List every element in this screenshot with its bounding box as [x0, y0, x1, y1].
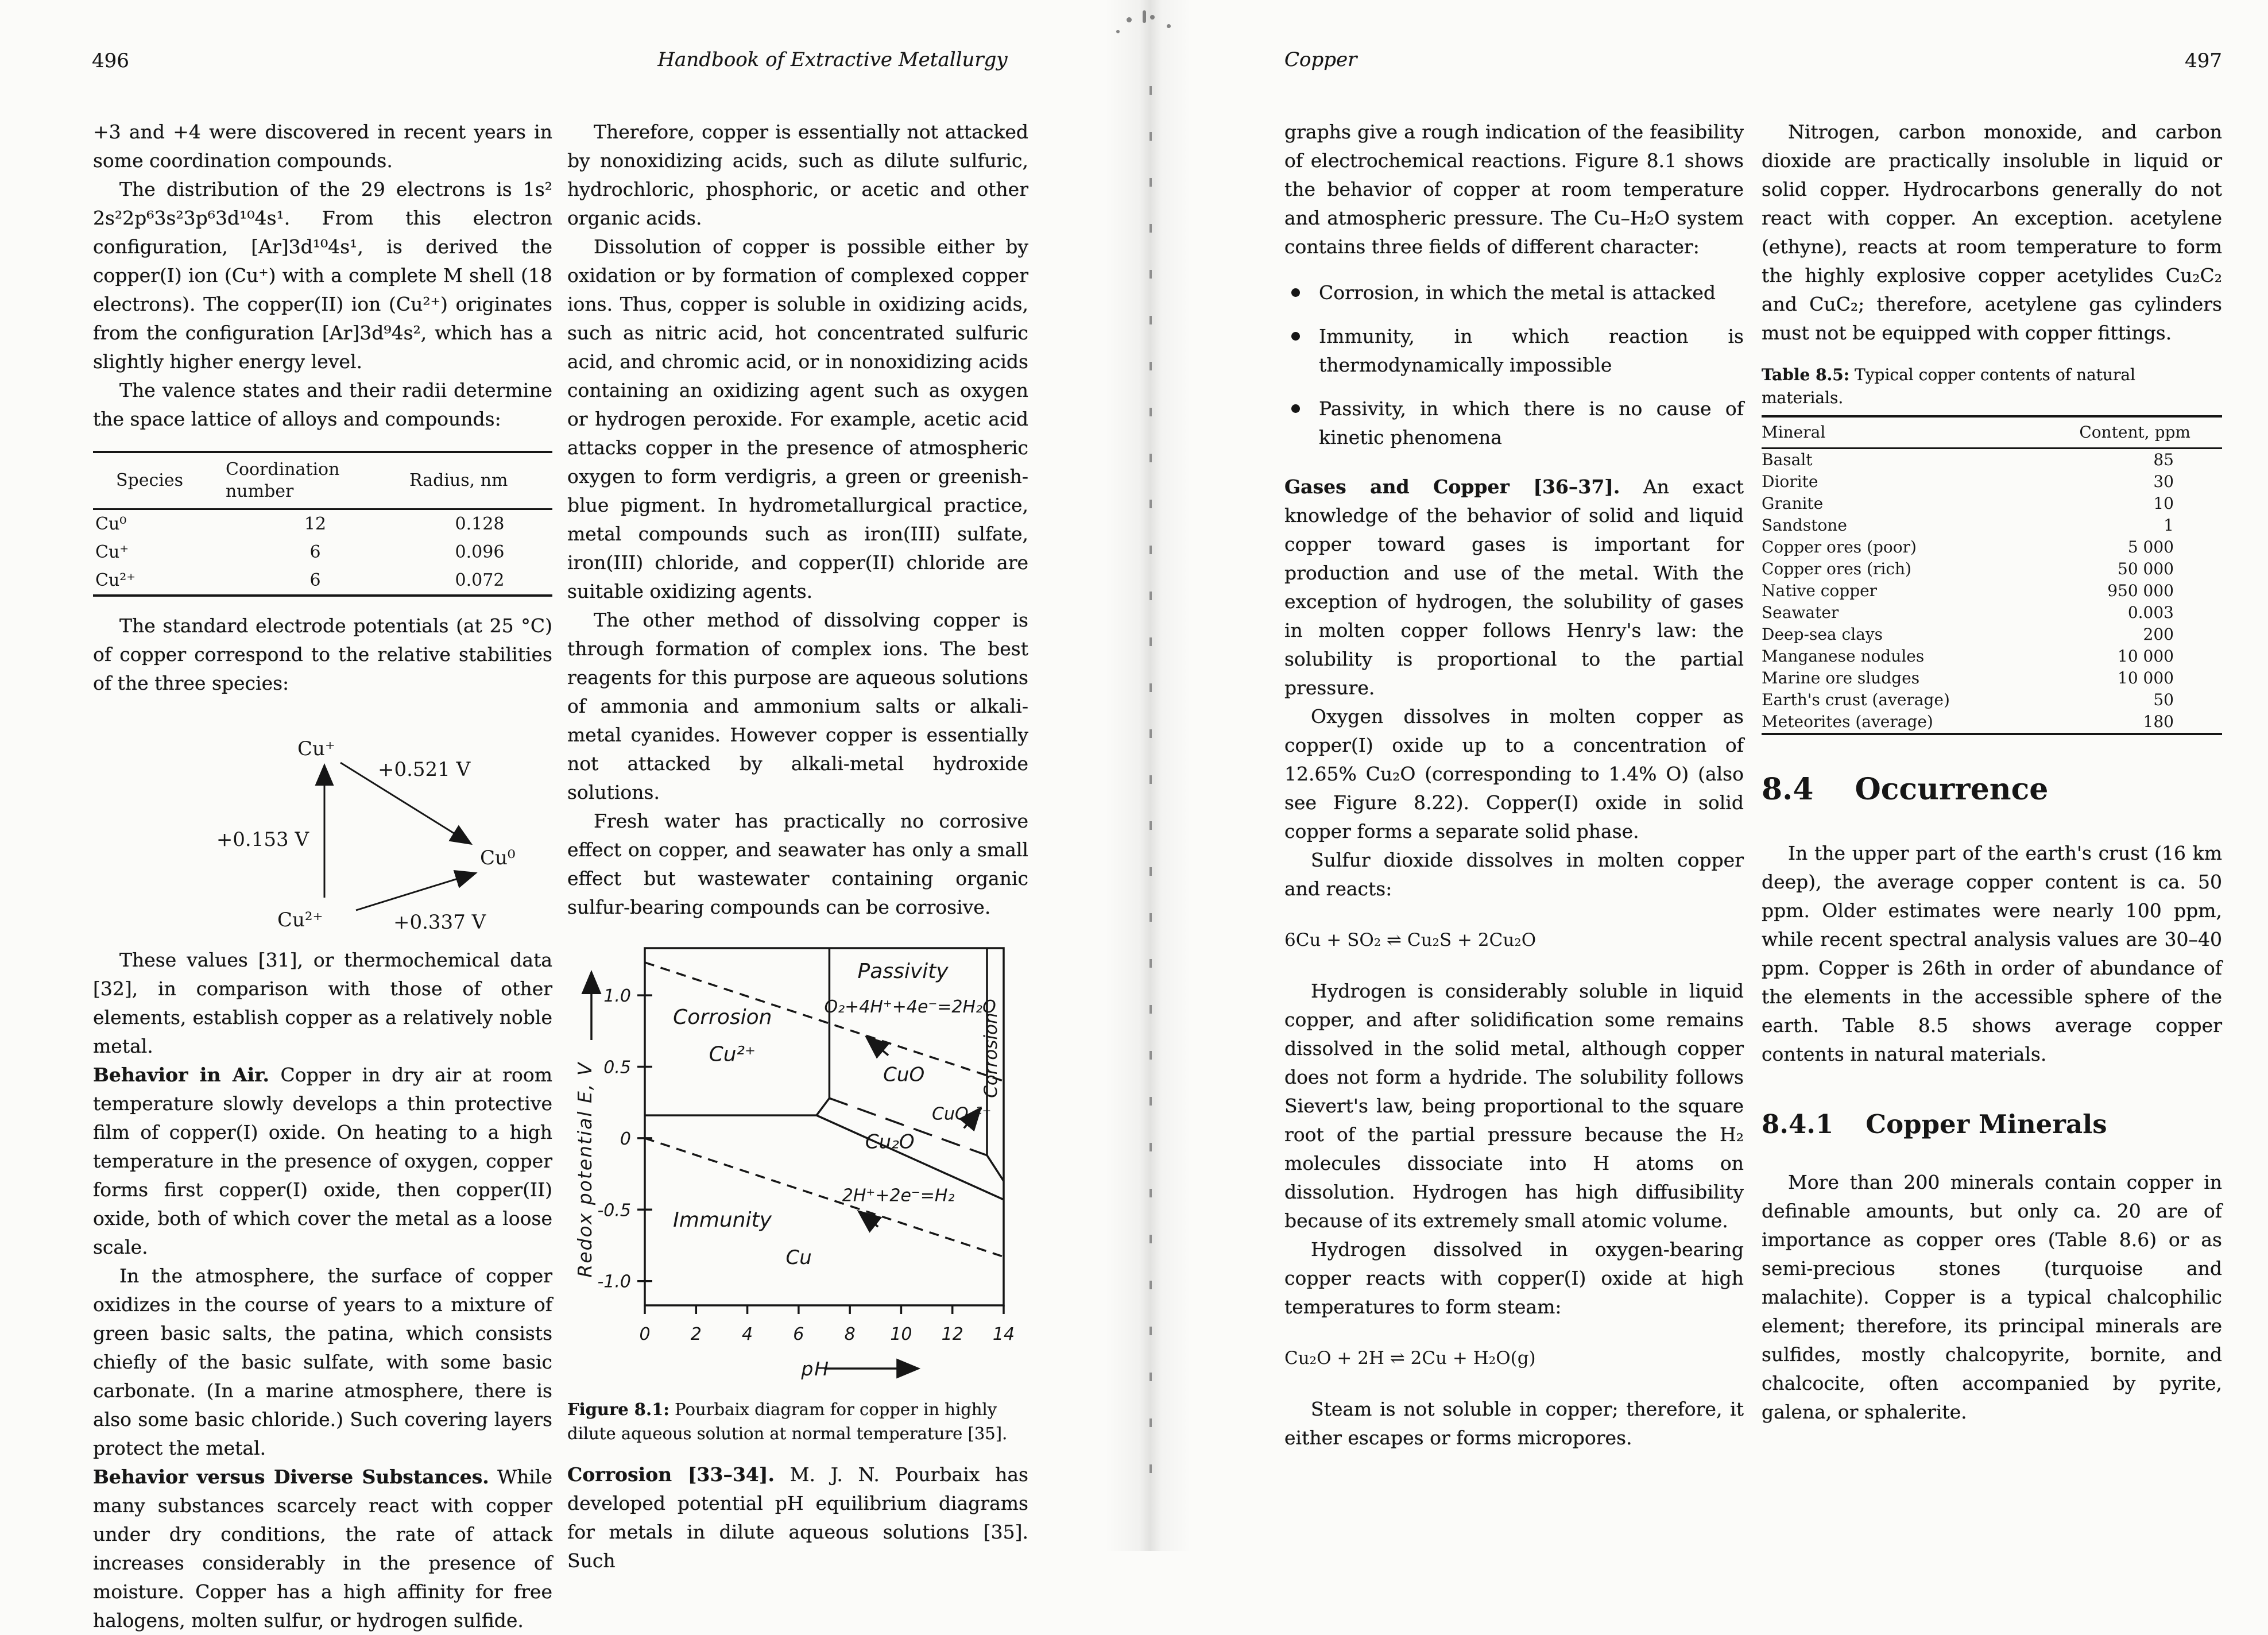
cell-content-ppm: 10 000	[2118, 668, 2174, 687]
scan-smudge	[1127, 17, 1132, 22]
table-row	[1762, 624, 2222, 646]
table-row	[1762, 667, 2222, 689]
svg-text:-1.0: -1.0	[597, 1271, 631, 1292]
svg-text:0.5: 0.5	[603, 1057, 631, 1078]
svg-text:O₂+4H⁺+4e⁻=2H₂O: O₂+4H⁺+4e⁻=2H₂O	[824, 996, 996, 1017]
svg-text:Redox potential E, V: Redox potential E, V	[574, 1061, 596, 1278]
paragraph: +3 and +4 were discovered in recent years in some coordination compounds.	[93, 121, 552, 172]
cell-radius: 0.128	[455, 514, 505, 534]
svg-text:2H⁺+2e⁻=H₂: 2H⁺+2e⁻=H₂	[842, 1185, 955, 1206]
right-page-column-1	[1284, 118, 1744, 1452]
cell-mineral: Seawater	[1762, 603, 1839, 622]
table-caption	[1762, 364, 2222, 409]
paragraph: The valence states and their radii determine the space lattice of alloys and compounds:	[93, 379, 552, 430]
table-row	[1762, 646, 2222, 667]
table-row	[1762, 471, 2222, 493]
cell-mineral: Copper ores (poor)	[1762, 538, 1917, 556]
cell-species: Cu²⁺	[95, 570, 136, 590]
svg-text:Corrosion: Corrosion	[980, 1012, 1001, 1098]
svg-text:Cu²⁺: Cu²⁺	[709, 1042, 756, 1066]
equation-steam: Cu₂O + 2H ⇌ 2Cu + H₂O(g)	[1284, 1348, 1536, 1369]
cell-mineral: Meteorites (average)	[1762, 712, 1933, 731]
paragraph: Hydrogen is considerably soluble in liquid copper, and after solidification some remains dissolved in the solid metal, although copper does not form a hydride. The solubility follows Sievert's law, being proportional to the square root of the partial pressure because the H₂ molecules dissociate into H atoms on dissolution. Hydrogen has high diffusibility because of its extremely small atomic volume.	[1284, 980, 1744, 1232]
page-fold-shadow	[1105, 0, 1191, 1551]
paragraph: These values [31], or thermochemical data [32], in comparison with those of other elements, establish copper as a relatively noble metal.	[93, 949, 552, 1057]
section-heading-841	[1762, 1109, 2222, 1139]
cell-species: Cu⁺	[95, 542, 129, 562]
paragraph-corrosion	[567, 1460, 1028, 1575]
column-header: Radius, nm	[407, 452, 552, 509]
list-item	[1284, 322, 1744, 380]
table-row	[93, 566, 552, 596]
table-row	[1762, 689, 2222, 711]
node-cu-2plus: Cu²⁺	[277, 909, 323, 931]
figure-caption-lead: Figure 8.1:	[567, 1400, 669, 1419]
paragraph: More than 200 minerals contain copper in definable amounts, but only ca. 20 are of importance as copper ores (Table 8.6) or as semi-precious stones (turquoise and malachite). Copper is a typical chalcophilic element; therefore, its principal minerals are sulfides, mostly chalcopyrite, bornite, and chalcocite, often accompanied by pyrite, galena, or sphalerite.	[1762, 1171, 2222, 1423]
paragraph: Fresh water has practically no corrosive effect on copper, and seawater has only a small effect but wastewater containing organic sulfur-bearing compounds can be corrosive.	[567, 810, 1028, 918]
paragraph: Hydrogen dissolved in oxygen-bearing copper reacts with copper(I) oxide at high temperatures to form steam:	[1284, 1238, 1744, 1318]
cell-content-ppm: 950 000	[2107, 581, 2174, 600]
page-number-right: 497	[2185, 49, 2222, 72]
running-title-right: Copper	[1284, 48, 1357, 71]
electrode-potential-svg	[108, 708, 544, 938]
paragraph-behavior-in-air	[93, 1061, 552, 1262]
paragraph: Dissolution of copper is possible either by oxidation or by formation of complexed copper ions. Thus, copper is soluble in oxidizing acids, such as nitric acid, hot concentrated sulfuric acid, and chromic acid, or in nonoxidizing acids containing an oxidizing agent such as oxygen or hydrogen peroxide. For example, acetic acid attacks copper in the presence of atmospheric oxygen to form verdigris, a green or greenish-blue pigment. In hydrometallurgical practice, metal compounds such as iron(III) sulfate, iron(III) chloride, and copper(II) chloride are suitable oxidizing agents.	[567, 235, 1028, 602]
table-row	[1762, 449, 2222, 471]
column-header: Mineral	[1762, 416, 2048, 449]
table-row	[1762, 536, 2222, 558]
cell-content-ppm: 50	[2153, 690, 2174, 709]
run-in-heading: Behavior in Air.	[93, 1064, 269, 1086]
section-title: Occurrence	[1855, 772, 2049, 807]
cell-mineral: Manganese nodules	[1762, 647, 1925, 666]
paragraph-text: While many substances scarcely react with copper under dry conditions, the rate of attack increases considerably in the presence of moisture. Copper has a high affinity for free halogens, molten sulfur, or hydrogen sulfide.	[93, 1466, 552, 1632]
svg-text:0: 0	[620, 1128, 631, 1149]
run-in-heading: Corrosion [33–34].	[567, 1463, 775, 1486]
run-in-heading: Behavior versus Diverse Substances.	[93, 1466, 489, 1488]
figure-caption	[567, 1397, 1028, 1445]
fold-dashed-line	[1150, 86, 1152, 1510]
species-table-body	[93, 509, 552, 596]
bullet-icon	[1291, 288, 1300, 297]
cell-coordination: 12	[304, 514, 327, 534]
edge-label-0521: +0.521 V	[378, 758, 471, 781]
cell-mineral: Granite	[1762, 494, 1824, 513]
species-table-header	[93, 452, 552, 509]
paragraph-text: M. J. N. Pourbaix has developed potential pH equilibrium diagrams for metals in dilute aqueous solutions [35]. Such	[567, 1463, 1028, 1572]
cell-mineral: Sandstone	[1762, 516, 1847, 535]
list-item	[1284, 395, 1744, 452]
table-row	[1762, 580, 2222, 602]
bullet-icon	[1291, 332, 1300, 341]
svg-text:1.0: 1.0	[603, 986, 631, 1007]
paragraph: In the upper part of the earth's crust (16 km deep), the average copper content is ca. 50 ppm. Older estimates were nearly 100 ppm, while recent spectral analysis values are 30–40 ppm. Copper is 26th in order of abundance of the elements in the accessible sphere of the earth. Table 8.5 shows average copper contents in natural materials.	[1762, 842, 2222, 1065]
cell-content-ppm: 10	[2153, 494, 2174, 513]
right-page-column-2	[1762, 118, 2222, 1427]
svg-text:Cu: Cu	[785, 1246, 812, 1269]
bullet-icon	[1291, 404, 1300, 413]
svg-text:6: 6	[793, 1324, 804, 1344]
column-header: Coordination number	[223, 452, 407, 509]
table-caption-text: Typical copper contents of natural materials.	[1762, 365, 2135, 407]
svg-text:12: 12	[941, 1324, 963, 1344]
paragraph: In the atmosphere, the surface of copper oxidizes in the course of years to a mixture of green basic salts, the patina, which consists chiefly of the basic sulfate, with some basic carbonate. (In a marine atmosphere, there is also some basic chloride.) Such covering layers protect the metal.	[93, 1265, 552, 1459]
cell-mineral: Native copper	[1762, 581, 1878, 600]
list-item-text: Corrosion, in which the metal is attacked	[1319, 281, 1716, 304]
table-row	[93, 509, 552, 539]
svg-text:8: 8	[844, 1324, 856, 1344]
paragraph: Oxygen dissolves in molten copper as copper(I) oxide up to a concentration of 12.65% Cu₂O (corresponding to 1.4% O) (also see Figure 8.22). Copper(I) oxide in solid copper forms a separate solid phase.	[1284, 705, 1744, 842]
paragraph: The other method of dissolving copper is through formation of complex ions. The best reagents for this purpose are aqueous solutions of ammonia and ammonium salts or alkali-metal cyanides. However copper is essentially not attacked by alkali-metal hydroxide solutions.	[567, 609, 1028, 803]
paragraph-text: An exact knowledge of the behavior of solid and liquid copper toward gases is important for production and use of the metal. With the exception of hydrogen, the solubility of gases in molten copper follows Henry's law: the solubility is proportional to the partial pressure.	[1284, 476, 1744, 699]
cell-radius: 0.096	[455, 542, 505, 562]
section-title: Copper Minerals	[1866, 1109, 2107, 1139]
column-header: Species	[93, 452, 223, 509]
cell-coordination: 6	[309, 542, 321, 562]
svg-text:Immunity: Immunity	[673, 1208, 772, 1232]
field-list	[1284, 279, 1744, 452]
paragraph-behavior-substances	[93, 1463, 552, 1635]
pourbaix-figure	[567, 938, 1028, 1388]
copper-contents-table	[1762, 415, 2222, 735]
page-number-left: 496	[92, 49, 129, 72]
svg-text:CuO₂²⁻: CuO₂²⁻	[932, 1104, 992, 1124]
scan-smudge	[1167, 24, 1171, 28]
paragraph: Nitrogen, carbon monoxide, and carbon dioxide are practically insoluble in liquid or solid copper. Hydrocarbons generally do not react with copper. An exception. acetylene (ethyne), reacts at room temperature to form the highly explosive copper acetylides Cu₂C₂ and CuC₂; therefore, acetylene gas cylinders must not be equipped with copper fittings.	[1762, 121, 2222, 344]
svg-text:2: 2	[690, 1324, 702, 1344]
svg-text:pH: pH	[801, 1358, 830, 1380]
cell-content-ppm: 50 000	[2118, 559, 2174, 578]
edge-label-0153: +0.153 V	[216, 828, 309, 851]
table-row	[1762, 558, 2222, 580]
paragraph: graphs give a rough indication of the feasibility of electrochemical reactions. Figure 8.1 shows the behavior of copper at room temperature and atmospheric pressure. The Cu–H₂O system contains three fields of different character:	[1284, 121, 1744, 258]
svg-text:4: 4	[742, 1324, 753, 1344]
paragraph-gases-and-copper	[1284, 473, 1744, 702]
table-row	[1762, 493, 2222, 515]
scan-smudge	[1143, 10, 1146, 23]
section-heading-84	[1762, 772, 2222, 807]
scan-smudge	[1150, 15, 1155, 20]
cell-mineral: Earth's crust (average)	[1762, 690, 1950, 709]
svg-text:Passivity: Passivity	[857, 960, 949, 984]
cell-content-ppm: 30	[2153, 472, 2174, 491]
cell-radius: 0.072	[455, 570, 505, 590]
paragraph: Therefore, copper is essentially not attacked by nonoxidizing acids, such as dilute sulfuric, hydrochloric, phosphoric, or acetic and other organic acids.	[567, 121, 1028, 229]
svg-text:CuO: CuO	[883, 1063, 925, 1087]
run-in-heading: Gases and Copper [36–37].	[1284, 476, 1620, 498]
equation-so2: 6Cu + SO₂ ⇌ Cu₂S + 2Cu₂O	[1284, 930, 1536, 950]
section-number: 8.4.1	[1762, 1109, 1834, 1139]
left-page-column-1	[93, 118, 552, 1635]
figure-caption-text: Pourbaix diagram for copper in highly dilute aqueous solution at normal temperature [35].	[567, 1400, 1008, 1443]
cell-content-ppm: 10 000	[2118, 647, 2174, 666]
scan-smudge	[1116, 30, 1120, 33]
cell-mineral: Basalt	[1762, 450, 1813, 469]
node-cu-plus: Cu⁺	[297, 737, 335, 760]
paragraph-text: Copper in dry air at room temperature slowly develops a thin protective film of copper(I) oxide. On heating to a high temperature in the presence of oxygen, copper forms first copper(I) oxide, then copper(II) oxide, both of which cover the metal as a loose scale.	[93, 1064, 552, 1258]
cell-content-ppm: 1	[2163, 516, 2174, 535]
cell-mineral: Copper ores (rich)	[1762, 559, 1911, 578]
table-row	[1762, 515, 2222, 536]
svg-text:Corrosion: Corrosion	[673, 1005, 772, 1029]
cell-content-ppm: 5 000	[2127, 538, 2174, 556]
svg-text:-0.5: -0.5	[597, 1200, 631, 1221]
paragraph: The distribution of the 29 electrons is 1s² 2s²2p⁶3s²3p⁶3d¹⁰4s¹. From this electron configuration, [Ar]3d¹⁰4s¹, is derived the copper(I) ion (Cu⁺) with a complete M shell (18 electrons). The copper(II) ion (Cu²⁺) originates from the configuration [Ar]3d⁹4s², which has a slightly higher energy level.	[93, 178, 552, 373]
list-item-text: Passivity, in which there is no cause of kinetic phenomena	[1319, 397, 1744, 449]
list-item-text: Immunity, in which reaction is thermodynamically impossible	[1319, 325, 1744, 376]
svg-text:0: 0	[639, 1324, 651, 1344]
list-item	[1284, 279, 1744, 307]
paragraph: Steam is not soluble in copper; therefore, it either escapes or forms micropores.	[1284, 1398, 1744, 1449]
arrow-cu2plus-to-cu0	[356, 873, 474, 910]
table-caption-lead: Table 8.5:	[1762, 365, 1850, 384]
cell-mineral: Marine ore sludges	[1762, 668, 1920, 687]
cell-coordination: 6	[309, 570, 321, 590]
column-header: Content, ppm	[2048, 416, 2222, 449]
table-row	[93, 538, 552, 566]
species-table	[93, 451, 552, 597]
paragraph: The standard electrode potentials (at 25 °C) of copper correspond to the relative stabilities of the three species:	[93, 614, 552, 694]
svg-text:10: 10	[890, 1324, 912, 1344]
paragraph: Sulfur dioxide dissolves in molten copper and reacts:	[1284, 849, 1744, 900]
cell-content-ppm: 0.003	[2127, 603, 2174, 622]
cell-content-ppm: 85	[2153, 450, 2174, 469]
table-row	[1762, 602, 2222, 624]
pourbaix-diagram-svg	[567, 938, 1027, 1386]
cell-mineral: Diorite	[1762, 472, 1818, 491]
node-cu-zero: Cu⁰	[480, 847, 516, 869]
svg-text:14: 14	[992, 1324, 1015, 1344]
edge-label-0337: +0.337 V	[393, 911, 486, 934]
running-title-left: Handbook of Extractive Metallurgy	[657, 48, 1008, 71]
cell-mineral: Deep-sea clays	[1762, 625, 1883, 644]
copper-table-header	[1762, 416, 2222, 449]
copper-table-body	[1762, 449, 2222, 735]
cell-content-ppm: 180	[2143, 712, 2174, 731]
left-page-column-2	[567, 118, 1028, 1575]
table-row	[1762, 711, 2222, 734]
svg-text:Cu₂O: Cu₂O	[865, 1130, 915, 1154]
cell-species: Cu⁰	[95, 514, 127, 534]
electrode-potential-diagram	[108, 708, 552, 940]
section-number: 8.4	[1762, 772, 1814, 807]
cell-content-ppm: 200	[2143, 625, 2174, 644]
